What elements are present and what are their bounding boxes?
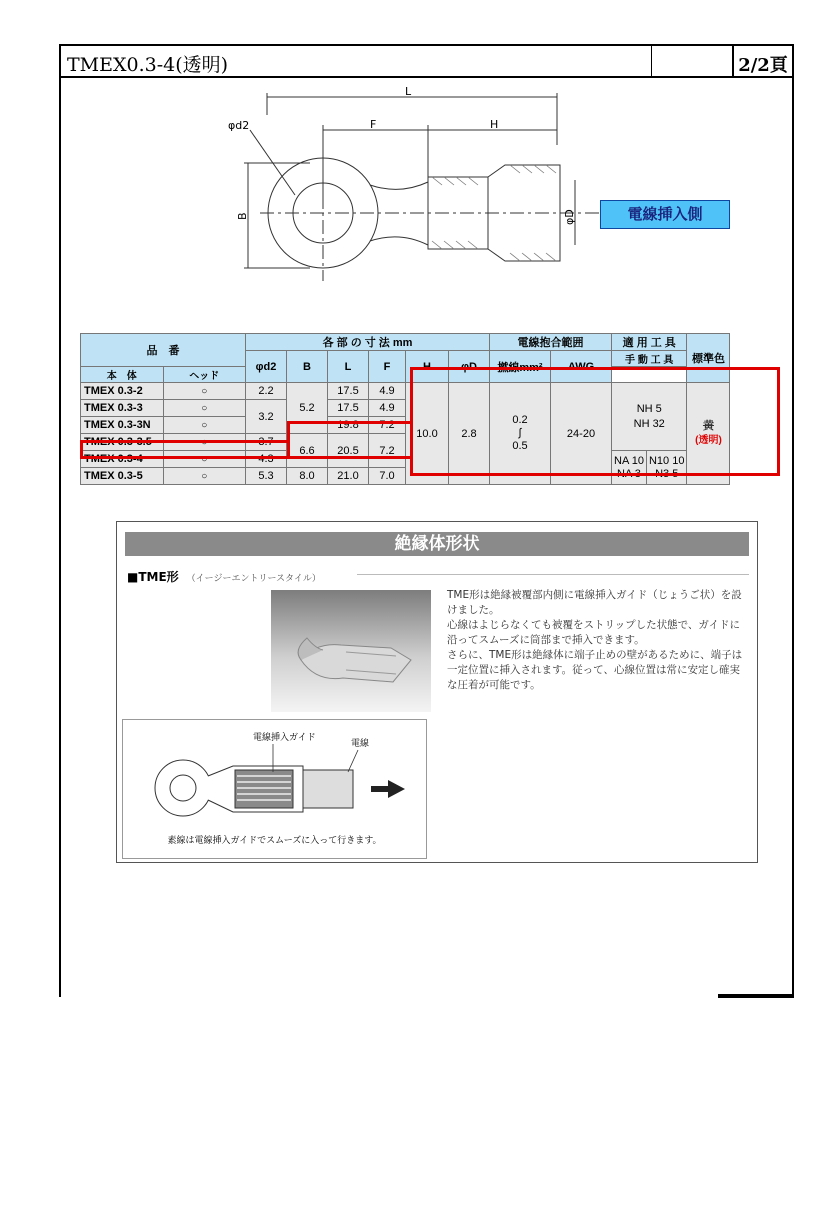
dim-B: B <box>236 212 249 220</box>
table-row: TMEX 0.3-4 ○ 4.3 NA 10 NA 3 N10 10 N3 5 <box>81 451 730 468</box>
insert-side-label: 電線挿入側 <box>600 200 730 229</box>
col-tools: 適 用 工 具 <box>612 334 687 351</box>
col-part-no: 品 番 <box>81 334 246 367</box>
subtitle-rule <box>357 574 749 575</box>
footer-bar <box>718 994 794 998</box>
table-row: TMEX 0.3-2 ○ 2.2 5.2 17.5 4.9 10.0 2.8 0.2 ∫ 0.5 24-20 NH 5 NH 32 黄 (透明) <box>81 383 730 400</box>
diagram-caption: 素線は電線挿入ガイドでスムーズに入って行きます。 <box>167 836 382 846</box>
highlight-row-0-3-4 <box>80 440 290 459</box>
panel-subtitle: ■TME形 （イージーエントリースタイル） <box>127 570 321 584</box>
dim-d2: φd2 <box>228 119 250 132</box>
guide-label: 電線挿入ガイド <box>253 733 316 743</box>
insulation-panel <box>116 521 758 863</box>
page-header <box>59 44 794 78</box>
table-row: TMEX 0.3-3 ○ 3.2 17.5 4.9 <box>81 400 730 417</box>
col-wire-range: 電線抱合範囲 <box>490 334 612 351</box>
doc-title: TMEX0.3-4(透明) <box>61 46 652 76</box>
dim-H: H <box>490 118 499 131</box>
table-row: TMEX 0.3-3.5 ○ 3.7 6.6 20.5 7.2 <box>81 434 730 451</box>
wire-insertion-diagram <box>122 719 427 859</box>
table-row: TMEX 0.3-3N ○ 19.8 7.2 <box>81 417 730 434</box>
col-dims: 各 部 の 寸 法 mm <box>246 334 490 351</box>
panel-description: TME形は絶縁被覆部内側に電線挿入ガイド（じょうご状）を設けました。 心線はよじらなくても被覆をストリップした状態で、ガイドに沿ってスムーズに筒部まで挿入できます。 さらに、TME形は絶縁体に端子止めの壁があるために、端子は一定位置に挿入されます。従って、心線位置は常に安定し確実な圧着が可能です。 <box>447 589 743 691</box>
table-row: TMEX 0.3-5 ○ 5.3 8.0 21.0 7.0 <box>81 468 730 485</box>
wire-label: 電線 <box>351 739 370 749</box>
header-blank-cell <box>652 46 734 76</box>
highlight-common-specs <box>410 367 780 476</box>
dim-D: φD <box>563 209 576 225</box>
dim-F: F <box>370 118 377 131</box>
terminal-drawing <box>200 85 760 295</box>
panel-title: 絶縁体形状 <box>125 532 749 556</box>
page-number: 2/2頁 <box>738 55 788 76</box>
highlight-dims <box>287 421 413 459</box>
spec-table: 品 番 各 部 の 寸 法 mm 電線抱合範囲 適 用 工 具 標準色 φd2 B L F H φD 撚線mm² AWG 手 動 工 具 本 体 ヘッド TMEX 0.3-2 ○ 2.2 5.2 17.5 4.9 10.0 2.8 0.2 ∫ 0.5 24-20 NH 5 NH 32 黄 (透明) TMEX 0.3-3 ○ 3.2 17.5 4.9 TMEX 0.3-3N ○ 19.8 7.2 TMEX 0.3-3.5 ○ 3.7 6.6 20.5 7.2 TMEX 0.3-4 ○ 4.3 NA 10 NA 3 N10 10 N3 5 TMEX 0.3-5 ○ 5.3 8.0 21.0 7.0 <box>80 333 730 485</box>
dim-L: L <box>405 85 412 98</box>
col-std-color: 標準色 <box>687 334 730 383</box>
terminal-photo <box>271 590 431 712</box>
